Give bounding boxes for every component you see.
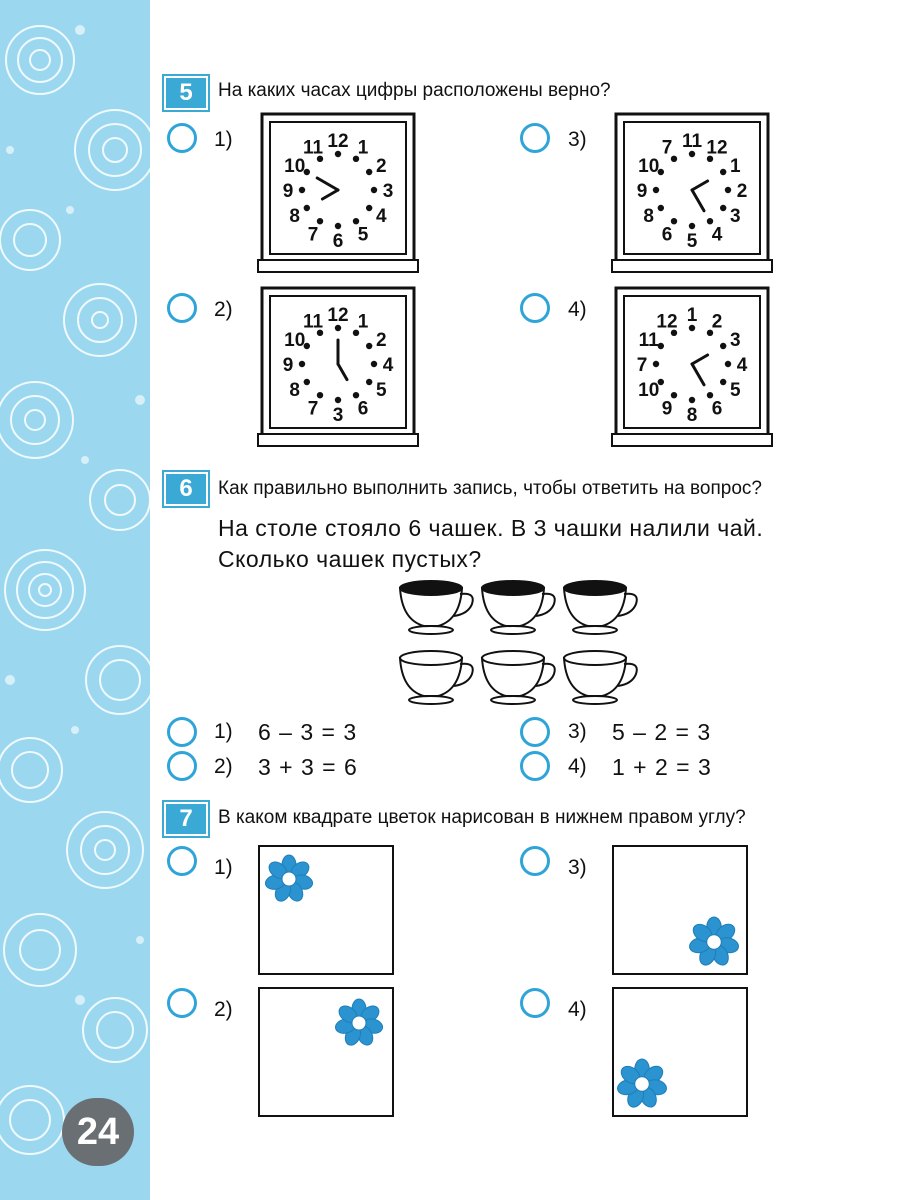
task5-number-badge: 5 [164, 76, 208, 110]
task6-option1-label: 1) [214, 720, 233, 743]
decorative-sidebar [0, 0, 150, 1200]
task7-option2-label: 2) [214, 998, 233, 1021]
clock-number: 8 [686, 405, 698, 426]
clock-number: 6 [711, 398, 723, 420]
task6-option1-radio[interactable] [167, 717, 197, 747]
clock-number: 9 [661, 398, 673, 420]
clock-number: 11 [681, 131, 703, 152]
task5-option4-label: 4) [568, 298, 587, 321]
clock-number: 10 [284, 156, 306, 177]
clock-number: 7 [307, 398, 319, 420]
clock-number: 1 [686, 305, 698, 326]
clock-number: 5 [686, 231, 698, 252]
task6-question: Как правильно выполнить запись, чтобы ответить на вопрос? [218, 478, 762, 499]
clock-number: 5 [730, 380, 741, 401]
cups-illustration [390, 578, 640, 708]
clock-number: 9 [282, 181, 294, 202]
task7-option2-radio[interactable] [167, 988, 197, 1018]
clock-number: 1 [730, 156, 741, 177]
clock-number: 2 [736, 181, 748, 202]
flower-icon [616, 1058, 668, 1110]
clock-number: 1 [357, 311, 369, 333]
snowflake-pattern-icon [0, 0, 150, 1200]
task6-option3-label: 3) [568, 720, 587, 743]
clock-number: 9 [636, 181, 648, 202]
flower-icon [334, 998, 384, 1048]
clock-number: 6 [332, 231, 344, 252]
clock-number: 6 [661, 224, 673, 246]
task5-option3-radio[interactable] [520, 123, 550, 153]
clock-icon [258, 112, 418, 276]
clock-number: 8 [289, 380, 300, 401]
clock-number: 5 [357, 224, 369, 246]
clock-number: 8 [289, 206, 300, 227]
clock-number: 4 [382, 355, 394, 376]
empty-cup-icon [400, 651, 473, 704]
clock-number: 7 [661, 137, 673, 159]
clock-number: 11 [302, 311, 324, 333]
task6-option3-radio[interactable] [520, 717, 550, 747]
clock-number: 10 [638, 380, 660, 401]
clock-number: 12 [656, 311, 678, 333]
task5-option4-radio[interactable] [520, 293, 550, 323]
task6-number-badge: 6 [164, 472, 208, 506]
clock-number: 7 [636, 355, 648, 376]
task5-option3-label: 3) [568, 128, 587, 151]
clock-number: 5 [376, 380, 387, 401]
task7-question: В каком квадрате цветок нарисован в нижнем правом углу? [218, 807, 746, 828]
clock-number: 7 [307, 224, 319, 246]
clock-number: 3 [730, 206, 741, 227]
flower-icon [688, 916, 740, 968]
clock-number: 1 [357, 137, 369, 159]
clock-number: 2 [376, 330, 387, 351]
clock-number: 4 [711, 224, 723, 246]
task7-option1-radio[interactable] [167, 846, 197, 876]
clock-number: 3 [730, 330, 741, 351]
empty-cup-icon [564, 651, 637, 704]
task5-question: На каких часах цифры расположены верно? [218, 80, 611, 101]
full-cup-icon [482, 581, 555, 634]
task6-option1-expression: 6 – 3 = 3 [258, 719, 358, 745]
task6-problem-line2: Сколько чашек пустых? [218, 546, 482, 572]
empty-cup-icon [482, 651, 555, 704]
task6-option2-label: 2) [214, 755, 233, 778]
task7-option4-radio[interactable] [520, 988, 550, 1018]
clock-number: 3 [382, 181, 394, 202]
task6-option3-expression: 5 – 2 = 3 [612, 719, 712, 745]
clock-number: 2 [711, 311, 723, 333]
clock-number: 12 [327, 131, 349, 152]
task6-option4-label: 4) [568, 755, 587, 778]
task7-option3-radio[interactable] [520, 846, 550, 876]
clock-number: 12 [706, 137, 728, 159]
clock-number: 10 [638, 156, 660, 177]
task6-option2-expression: 3 + 3 = 6 [258, 754, 358, 780]
clock-number: 4 [376, 206, 387, 227]
task5-option2-radio[interactable] [167, 293, 197, 323]
task7-option1-label: 1) [214, 856, 233, 879]
page-number: 24 [62, 1098, 134, 1166]
clock-number: 11 [302, 137, 324, 159]
clock-number: 4 [736, 355, 748, 376]
clock-number: 2 [376, 156, 387, 177]
flower-icon [264, 854, 314, 904]
task5-option1-radio[interactable] [167, 123, 197, 153]
task6-option4-expression: 1 + 2 = 3 [612, 754, 712, 780]
clock-number: 9 [282, 355, 294, 376]
task6-problem-line1: На столе стояло 6 чашек. В 3 чашки налили чай. [218, 515, 764, 541]
clock-icon [258, 286, 418, 450]
clock-number: 12 [327, 305, 349, 326]
clock-icon [612, 112, 772, 276]
clock-number: 10 [284, 330, 306, 351]
task7-number-badge: 7 [164, 802, 208, 836]
task6-option4-radio[interactable] [520, 751, 550, 781]
task7-option4-label: 4) [568, 998, 587, 1021]
task5-option2-label: 2) [214, 298, 233, 321]
clock-number: 3 [332, 405, 344, 426]
task7-option3-label: 3) [568, 856, 587, 879]
clock-number: 8 [643, 206, 654, 227]
task5-option1-label: 1) [214, 128, 233, 151]
clock-number: 6 [357, 398, 369, 420]
clock-icon [612, 286, 772, 450]
full-cup-icon [564, 581, 637, 634]
clock-number: 11 [638, 330, 659, 351]
task6-option2-radio[interactable] [167, 751, 197, 781]
full-cup-icon [400, 581, 473, 634]
